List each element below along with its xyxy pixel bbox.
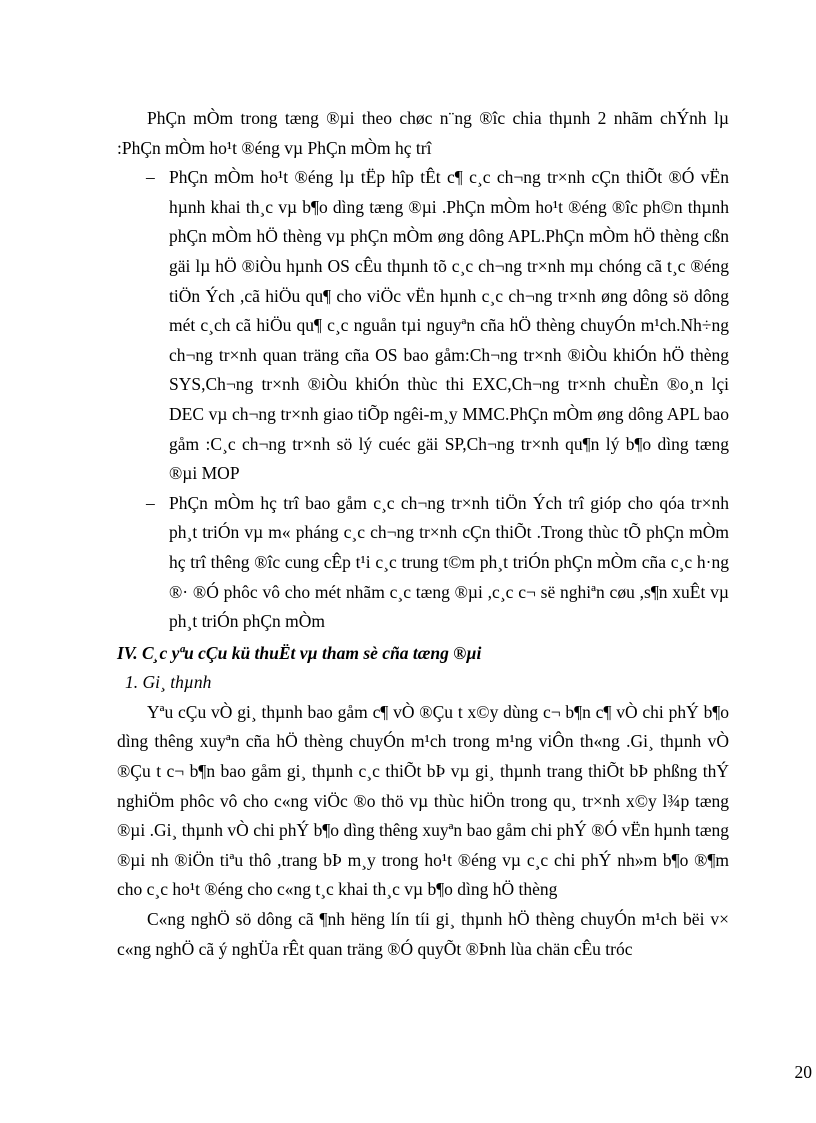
subsection-heading: 1. Gi¸ thµnh <box>125 672 212 693</box>
bullet-item-support-software <box>117 489 729 637</box>
cost-paragraph-1: Yªu cÇu vÒ gi¸ thµnh bao gåm c¶ vÒ ®Çu t x©y dùng c¬ b¶n c¶ vÒ chi phÝ b¶o dìng thêng xuyªn cña hÖ thèng chuyÓn m¹ch trong m¹ng viÔn th«ng .Gi¸ thµnh vÒ ®Çu t c¬ b¶n bao gåm gi¸ thµnh c¸c thiÕt bÞ vµ gi¸ thµnh trang thiÕt bÞ phßng thÝ nghiÖm phôc vô cho c«ng viÖc ®o thö vµ thùc hiÖn trong qu¸ tr×nh x©y l¾p tæng ®µi .Gi¸ thµnh vÒ chi phÝ b¶o dìng thêng xuyªn bao gåm chi phÝ ®Ó vËn hµnh tæng ®µi nh ®iÖn tiªu thô ,trang bÞ m¸y trong ho¹t ®éng vµ c¸c chi phÝ nh»m b¶o ®¶m cho c¸c ho¹t ®éng cho c«ng t¸c khai th¸c vµ b¶o dìng hÖ thèng <box>117 701 729 900</box>
document-body <box>117 104 729 964</box>
intro-paragraph: PhÇn mÒm trong tæng ®µi theo chøc n¨ng ®îc chia thµnh 2 nhãm chÝnh lµ :PhÇn mÒm ho¹t ®éng vµ PhÇn mÒm hç trî <box>117 108 729 158</box>
page-number: 20 <box>794 1062 812 1082</box>
section-heading: IV. C¸c yªu cÇu kü thuËt vµ tham sè cña tæng ®µi <box>117 642 482 663</box>
bullet-marker: – <box>146 167 155 188</box>
bullet-text: PhÇn mÒm hç trî bao gåm c¸c ch¬ng tr×nh tiÖn Ých trî gióp cho qóa tr×nh ph¸t triÓn vµ m« pháng c¸c ch¬ng tr×nh cÇn thiÕt .Trong thùc tÕ phÇn mÒm hç trî thêng ®îc cung cÊp t¹i c¸c trung t©m ph¸t triÓn phÇn mÒm cña c¸c h·ng ®· ®Ó phôc vô cho mét nhãm c¸c tæng ®µi ,c¸c c¬ së nghiªn cøu ,s¶n xuÊt vµ ph¸t triÓn phÇn mÒm <box>169 492 729 632</box>
bullet-marker: – <box>146 492 155 513</box>
bullet-text: PhÇn mÒm ho¹t ®éng lµ tËp hîp tÊt c¶ c¸c ch¬ng tr×nh cÇn thiÕt ®Ó vËn hµnh khai th¸c vµ b¶o dìng tæng ®µi .PhÇn mÒm ho¹t ®éng ®îc ph©n thµnh phÇn mÒm hÖ thèng vµ phÇn mÒm øng dông APL.PhÇn mÒm hÖ thèng cßn gäi lµ hÖ ®iÒu hµnh OS cÊu thµnh tõ c¸c ch¬ng tr×nh mµ chóng cã t¸c ®éng tiÖn Ých ,cã hiÖu qu¶ cho viÖc vËn hµnh c¸c ch¬ng tr×nh øng dông sö dông mét c¸ch cã hiÖu qu¶ c¸c nguån tµi nguyªn cña hÖ thèng chuyÓn m¹ch.Nh÷ng ch¬ng tr×nh quan träng cña OS bao gåm:Ch¬ng tr×nh ®iÒu khiÓn hÖ thèng SYS,Ch¬ng tr×nh ®iÒu khiÓn thùc thi EXC,Ch¬ng tr×nh chuÈn ®o¸n lçi DEC vµ ch¬ng tr×nh giao tiÕp ngêi-m¸y MMC.PhÇn mÒm øng dông APL bao gåm :C¸c ch¬ng tr×nh sö lý cuéc gäi SP,Ch¬ng tr×nh qu¶n lý b¶o dìng tæng ®µi MOP <box>169 167 729 484</box>
cost-paragraph-2: C«ng nghÖ sö dông cã ¶nh hëng lín tíi gi¸ thµnh hÖ thèng chuyÓn m¹ch bëi v× c«ng nghÖ cã ý nghÜa rÊt quan träng ®Ó quyÕt ®Þnh lùa chän cÊu tróc <box>117 909 729 959</box>
bullet-item-operating-software <box>117 163 729 489</box>
